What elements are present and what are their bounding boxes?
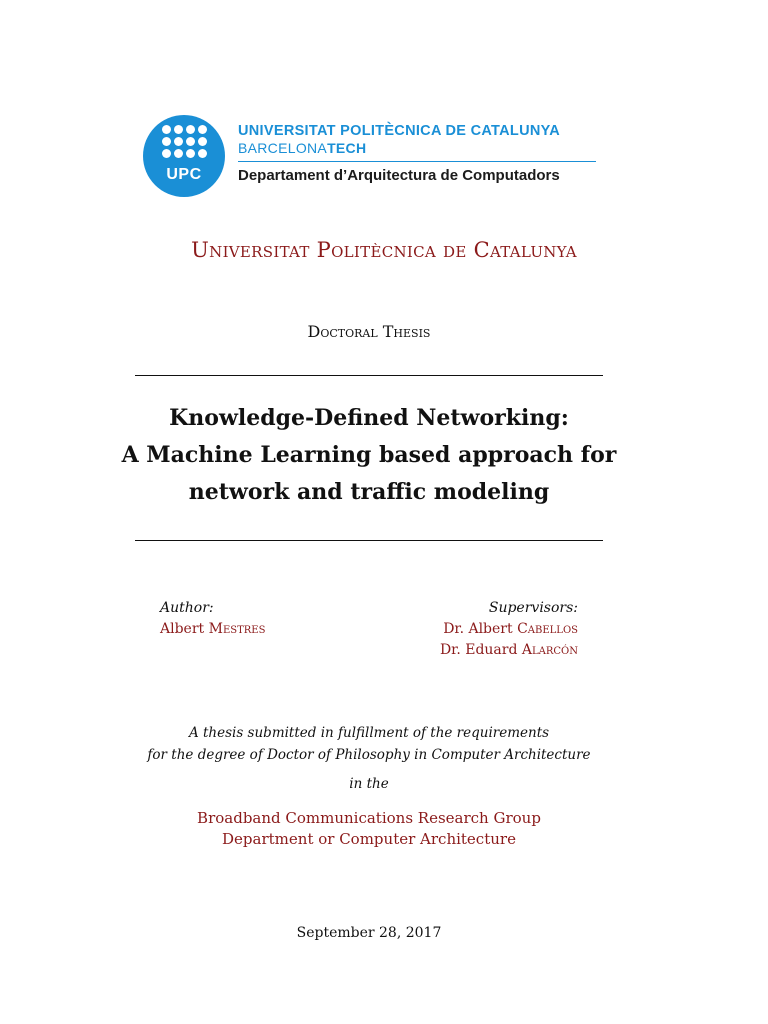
requirements-line-1: A thesis submitted in fulfillment of the requirements — [188, 725, 550, 741]
department-name: Department or Computer Architecture — [222, 830, 516, 848]
supervisor-prefix: Dr. Albert — [443, 621, 513, 637]
supervisor-prefix: Dr. Eduard — [439, 642, 518, 658]
supervisor-last-name: Cabellos — [517, 621, 578, 637]
author-block — [160, 598, 265, 640]
title-line-3: network and traffic modeling — [188, 479, 550, 505]
title-rule-top — [135, 375, 603, 376]
author-name — [160, 619, 265, 640]
logo-barcelonatech — [238, 140, 598, 157]
upc-logo-mark: UPC — [166, 166, 202, 183]
thesis-title — [0, 400, 738, 511]
upc-logo — [143, 115, 603, 197]
author-first-name: Albert — [160, 621, 205, 637]
in-the-text: in the — [349, 776, 389, 792]
research-group — [0, 808, 738, 850]
upc-dots-icon — [162, 125, 206, 169]
title-line-1: Knowledge-Defined Networking: — [169, 405, 569, 431]
requirements-statement — [0, 722, 738, 766]
author-label: Author: — [160, 600, 214, 616]
author-last-name: Mestres — [208, 621, 266, 637]
supervisors-label: Supervisors: — [488, 600, 578, 616]
logo-city: BARCELONA — [238, 140, 328, 156]
supervisors-block — [440, 598, 578, 661]
upc-logo-text — [238, 123, 598, 184]
logo-city-suffix: TECH — [327, 140, 367, 156]
logo-department: Departament d’Arquitectura de Computadors — [238, 167, 560, 184]
research-group-name: Broadband Communications Research Group — [197, 809, 541, 827]
university-name: Universitat Politècnica de Catalunya — [191, 238, 577, 262]
logo-divider — [238, 161, 596, 162]
supervisor-name — [440, 619, 578, 640]
supervisor-last-name: Alarcón — [521, 642, 578, 658]
requirements-line-2: for the degree of Doctor of Philosophy in Computer Architecture — [147, 747, 591, 763]
title-line-2: A Machine Learning based approach for — [121, 442, 617, 468]
supervisor-name — [440, 640, 578, 661]
submission-date: September 28, 2017 — [296, 925, 442, 941]
upc-logo-emblem — [143, 115, 225, 197]
title-rule-bottom — [135, 540, 603, 541]
thesis-type: Doctoral Thesis — [307, 322, 431, 341]
logo-university-name: UNIVERSITAT POLITÈCNICA DE CATALUNYA — [238, 123, 561, 139]
